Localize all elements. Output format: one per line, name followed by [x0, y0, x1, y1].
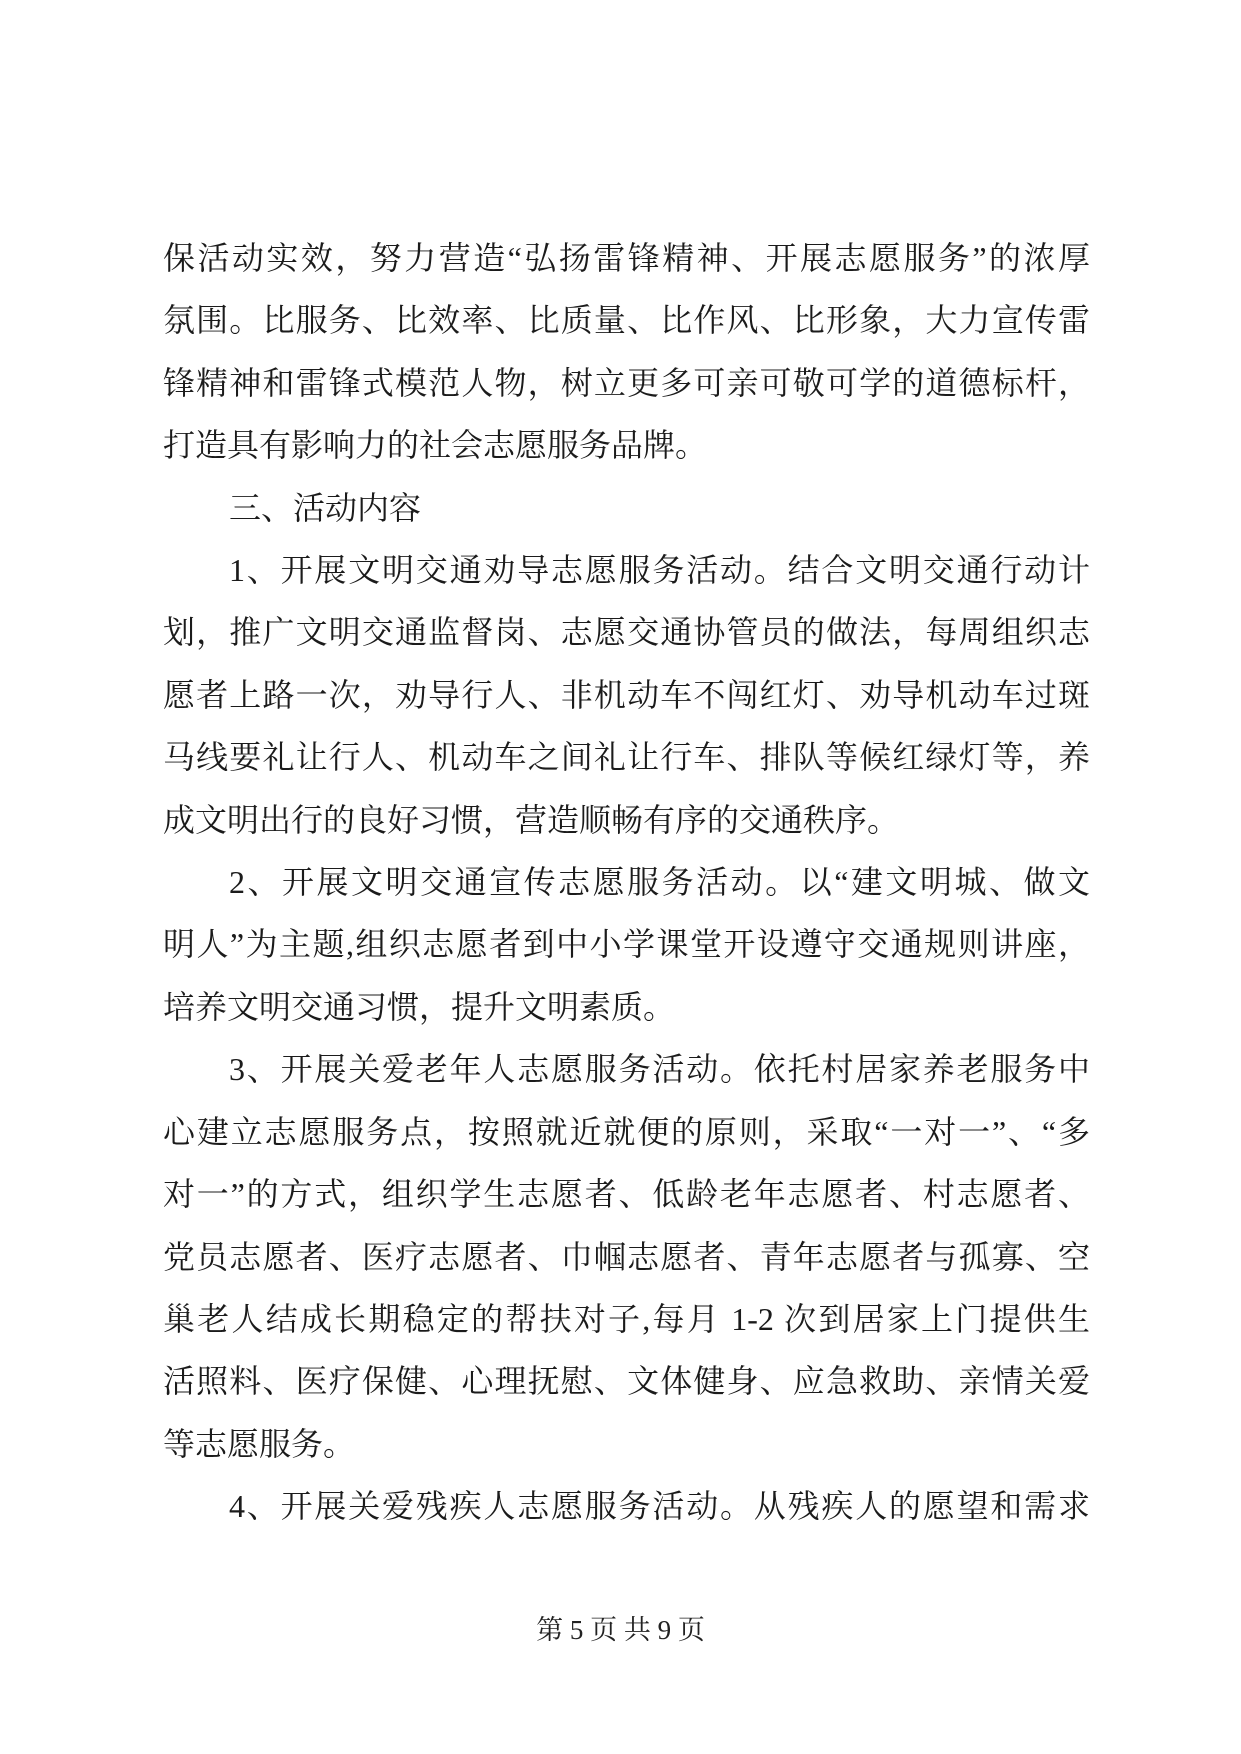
text-line: 心建立志愿服务点，按照就近就便的原则，采取“一对一”、“多 — [163, 1113, 1090, 1150]
text-line: 4、开展关爱残疾人志愿服务活动。从残疾人的愿望和需求 — [229, 1488, 1090, 1525]
text-line: 党员志愿者、医疗志愿者、巾帼志愿者、青年志愿者与孤寡、空 — [163, 1238, 1090, 1275]
text-line: 打造具有影响力的社会志愿服务品牌。 — [163, 427, 708, 464]
text-line: 保活动实效，努力营造“弘扬雷锋精神、开展志愿服务”的浓厚 — [163, 240, 1090, 276]
text-line: 巢老人结成长期稳定的帮扶对子,每月 1-2 次到居家上门提供生 — [163, 1300, 1090, 1337]
text-line: 培养文明交通习惯，提升文明素质。 — [163, 988, 676, 1025]
text-line: 锋精神和雷锋式模范人物，树立更多可亲可敬可学的道德标杆， — [163, 364, 1090, 401]
text-line: 明人”为主题,组织志愿者到中小学课堂开设遵守交通规则讲座， — [163, 926, 1090, 963]
text-line: 等志愿服务。 — [163, 1425, 356, 1462]
text-line: 愿者上路一次，劝导行人、非机动车不闯红灯、劝导机动车过斑 — [163, 676, 1090, 713]
text-body — [163, 227, 1090, 1538]
page-footer: 第 5 页 共 9 页 — [536, 1615, 705, 1645]
text-line: 3、开展关爱老年人志愿服务活动。依托村居家养老服务中 — [229, 1051, 1090, 1088]
text-line: 对一”的方式，组织学生志愿者、低龄老年志愿者、村志愿者、 — [163, 1176, 1090, 1213]
text-line: 1、开展文明交通劝导志愿服务活动。结合文明交通行动计 — [229, 552, 1090, 589]
text-line: 活照料、医疗保健、心理抚慰、文体健身、应急救助、亲情关爱 — [163, 1363, 1090, 1400]
text-line: 马线要礼让行人、机动车之间礼让行车、排队等候红绿灯等，养 — [163, 739, 1090, 776]
text-line: 2、开展文明交通宣传志愿服务活动。以“建文明城、做文 — [229, 864, 1090, 901]
text-line: 三、活动内容 — [229, 489, 422, 526]
text-line: 氛围。比服务、比效率、比质量、比作风、比形象，大力宣传雷 — [163, 302, 1090, 339]
text-line: 划，推广文明交通监督岗、志愿交通协管员的做法，每周组织志 — [163, 614, 1090, 651]
text-line: 成文明出行的良好习惯，营造顺畅有序的交通秩序。 — [163, 801, 900, 838]
